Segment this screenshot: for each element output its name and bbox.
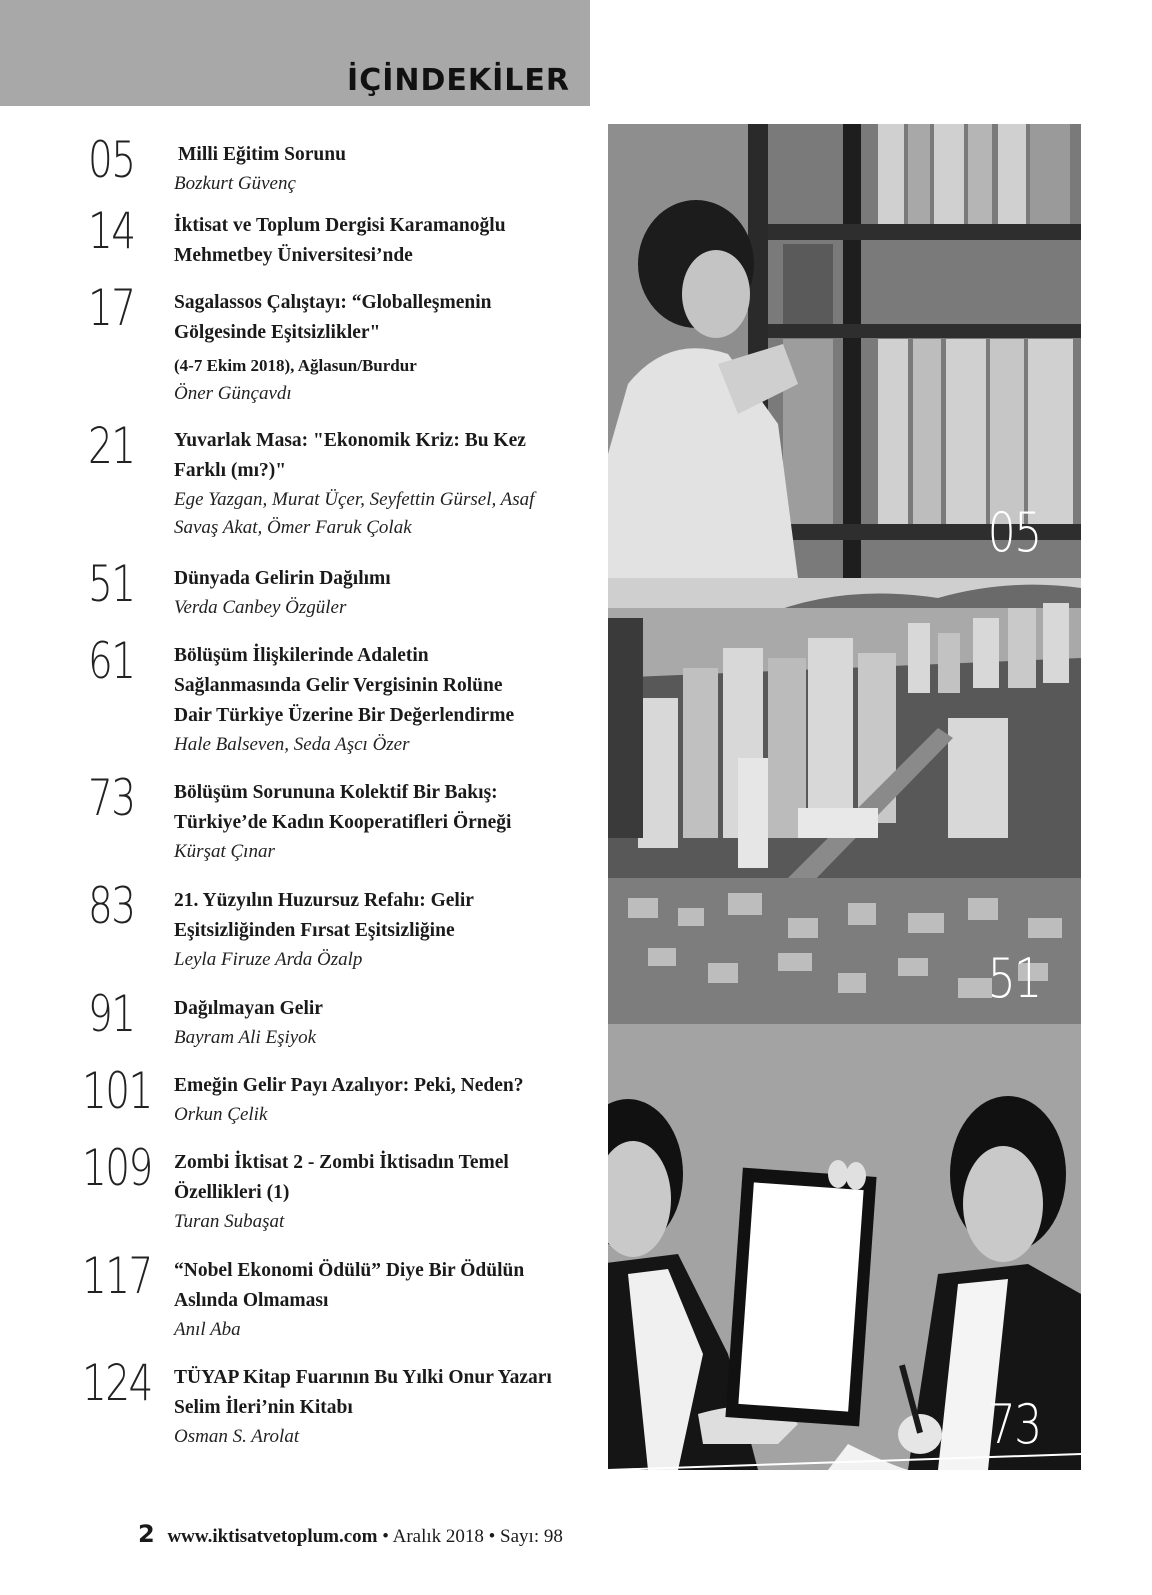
photo-page-number: 73: [987, 1393, 1041, 1456]
entry-title: Bölüşüm Sorununa Kolektif Bir Bakış:: [174, 782, 498, 803]
entry-author: Anıl Aba: [174, 1319, 241, 1340]
entry-title: Mehmetbey Üniversitesi’nde: [174, 245, 413, 266]
entry-author: Bozkurt Güvenç: [174, 173, 296, 194]
entry-page-number: 101: [82, 1062, 152, 1120]
entry-title: İktisat ve Toplum Dergisi Karamanoğlu: [174, 215, 506, 236]
entry-title: Emeğin Gelir Payı Azalıyor: Peki, Neden?: [174, 1075, 524, 1096]
entry-author: Hale Balseven, Seda Aşcı Özer: [174, 734, 410, 755]
entry-author: Ege Yazgan, Murat Üçer, Seyfettin Gürsel, Asaf: [174, 489, 535, 510]
entry-title: Türkiye’de Kadın Kooperatifleri Örneği: [174, 812, 512, 833]
entry-page-number: 109: [82, 1139, 152, 1197]
entry-subtitle: (4-7 Ekim 2018), Ağlasun/Burdur: [174, 356, 417, 375]
entry-page-number: 117: [82, 1247, 152, 1305]
entry-title: Sagalassos Çalıştayı: “Globalleşmenin: [174, 292, 492, 313]
footer-issue-info: • Aralık 2018 • Sayı: 98: [382, 1526, 563, 1547]
entry-author: Turan Subaşat: [174, 1211, 285, 1232]
entry-page-number: 21: [88, 417, 135, 475]
handshake-illustration: [608, 1024, 1081, 1470]
entry-title: Farklı (mı?)": [174, 460, 287, 481]
entry-page-number: 91: [88, 985, 135, 1043]
entry-title: “Nobel Ekonomi Ödülü” Diye Bir Ödülün: [174, 1260, 525, 1281]
entry-page-number: 124: [82, 1354, 152, 1412]
entry-title: Eşitsizliğinden Fırsat Eşitsizliğine: [174, 920, 455, 941]
photo-page-number: 05: [987, 501, 1041, 564]
entry-author: Osman S. Arolat: [174, 1426, 300, 1447]
library-photo: [608, 124, 1081, 578]
entry-title: Sağlanmasında Gelir Vergisinin Rolüne: [174, 675, 503, 696]
page-footer: [138, 1520, 563, 1548]
entry-title: Dünyada Gelirin Dağılımı: [174, 568, 391, 589]
entry-title: Yuvarlak Masa: "Ekonomik Kriz: Bu Kez: [174, 430, 526, 451]
entry-title: Bölüşüm İlişkilerinde Adaletin: [174, 645, 429, 666]
entry-page-number: 61: [88, 632, 135, 690]
entry-title: Gölgesinde Eşitsizlikler": [174, 322, 381, 343]
city-photo: [608, 578, 1081, 1024]
entry-page-number: 05: [88, 131, 135, 189]
entry-page-number: 14: [88, 202, 135, 260]
entry-title: 21. Yüzyılın Huzursuz Refahı: Gelir: [174, 890, 474, 911]
entry-title: Milli Eğitim Sorunu: [178, 144, 346, 165]
entry-title: Dair Türkiye Üzerine Bir Değerlendirme: [174, 705, 515, 726]
photo-page-number: 51: [987, 947, 1041, 1010]
entry-author: Savaş Akat, Ömer Faruk Çolak: [174, 517, 412, 538]
entry-title: Zombi İktisat 2 - Zombi İktisadın Temel: [174, 1152, 509, 1173]
footer-page-number: 2: [138, 1520, 155, 1548]
entry-title: Aslında Olmaması: [174, 1290, 329, 1311]
entry-author: Orkun Çelik: [174, 1104, 268, 1125]
entry-author: Bayram Ali Eşiyok: [174, 1027, 317, 1048]
entry-title: TÜYAP Kitap Fuarının Bu Yılki Onur Yazarı: [174, 1367, 552, 1388]
entry-title: Selim İleri’nin Kitabı: [174, 1397, 353, 1418]
entry-page-number: 51: [88, 555, 135, 613]
entry-author: Öner Günçavdı: [174, 383, 292, 404]
entry-page-number: 17: [88, 279, 135, 337]
entry-author: Verda Canbey Özgüler: [174, 597, 347, 618]
entry-author: Kürşat Çınar: [174, 841, 275, 862]
header-band: [0, 0, 590, 106]
entry-title: Özellikleri (1): [174, 1182, 290, 1203]
page-title: İÇİNDEKİLER: [347, 63, 570, 98]
footer-website-link[interactable]: www.iktisatvetoplum.com: [167, 1526, 378, 1547]
entry-page-number: 73: [88, 769, 135, 827]
entry-title: Dağılmayan Gelir: [174, 998, 323, 1019]
entry-author: Leyla Firuze Arda Özalp: [174, 949, 363, 970]
entry-page-number: 83: [88, 877, 135, 935]
